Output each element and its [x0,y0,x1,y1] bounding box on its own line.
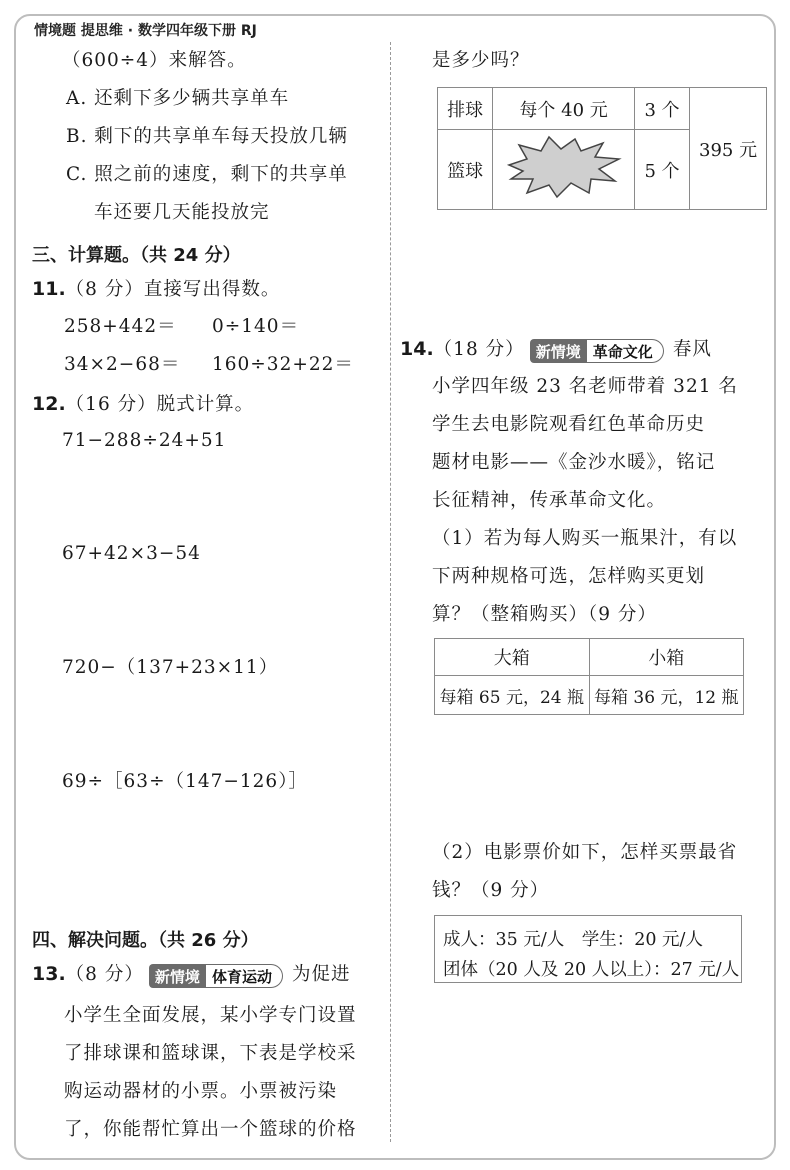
text-line: （600÷4）来解答。 [62,50,247,71]
ticket-price-box [434,915,742,983]
q14-part1: 下两种规格可选，怎样购买更划 [432,566,706,587]
q13-text-cont: 是多少吗？ [432,50,530,71]
badge-label: 新情境 [149,964,206,988]
section-3-title: 三、计算题。（共 24 分） [32,245,241,266]
q14-text: 小学四年级 23 名老师带着 321 名 [432,376,738,397]
q14-text: 题材电影——《金沙水暖》，铭记 [432,452,716,473]
q11-number: 11. [32,278,66,300]
q14-first-line [400,338,712,363]
step-expr: 71−288÷24+51 [62,430,227,451]
calc-expr: 0÷140＝ [212,316,300,337]
section-4-title: 四、解决问题。（共 26 分） [32,930,259,951]
q14-part2: 钱？（9 分） [432,880,550,901]
step-expr: 720−（137+23×11） [62,657,279,678]
q14-part2: （2）电影票价如下，怎样买票最省 [432,842,738,863]
option-c: C. 照之前的速度，剩下的共享单 [66,164,348,185]
juice-header: 小箱 [589,639,744,676]
juice-value: 每箱 36 元，12 瓶 [589,676,744,715]
q13-number: 13. [32,963,66,985]
q13-text: 了排球课和篮球课，下表是学校采 [64,1043,357,1064]
q11 [32,278,280,300]
q14-text: 长征精神，传承革命文化。 [432,490,667,511]
option-b: B. 剩下的共享单车每天投放几辆 [66,126,348,147]
q14-badge [530,339,664,363]
option-a: A. 还剩下多少辆共享单车 [66,88,290,109]
juice-header: 大箱 [435,639,590,676]
receipt-item: 排球 [438,88,493,130]
receipt-item: 篮球 [438,130,493,210]
receipt-qty: 3 个 [634,88,689,130]
q11-text: （8 分）直接写出得数。 [65,279,281,300]
receipt-table [437,87,767,210]
calc-expr: 160÷32+22＝ [212,354,354,375]
q14-number: 14. [400,338,434,360]
q12-text: （16 分）脱式计算。 [65,394,255,415]
calc-expr: 258+442＝ [64,316,177,337]
stain-icon [505,135,623,199]
q13-points: （8 分） [65,964,144,985]
option-c-cont: 车还要几天能投放完 [94,202,270,223]
ticket-price: 成人：35 元/人 学生：20 元/人 [443,930,703,950]
juice-value: 每箱 65 元，24 瓶 [435,676,590,715]
q14-part1: 算？（整箱购买）（9 分） [432,604,657,625]
badge-label: 新情境 [530,339,587,363]
page-header: 情境题 提思维 · 数学四年级下册 RJ [34,23,257,39]
q13-text: 了，你能帮忙算出一个篮球的价格 [64,1119,357,1140]
column-divider [390,42,391,1142]
receipt-qty: 5 个 [634,130,689,210]
q14-part1: （1）若为每人购买一瓶果汁，有以 [432,528,738,549]
q13-text: 购运动器材的小票。小票被污染 [64,1081,338,1102]
ticket-price: 团体（20 人及 20 人以上）：27 元/人 [443,960,740,980]
receipt-price: 每个 40 元 [493,88,635,130]
q13-text: 小学生全面发展，某小学专门设置 [64,1005,357,1026]
badge-topic: 革命文化 [587,339,664,363]
juice-table [434,638,744,715]
q13-first-line [32,963,351,988]
q13-text: 为促进 [292,964,351,985]
calc-expr: 34×2−68＝ [64,354,181,375]
step-expr: 69÷［63÷（147−126）］ [62,771,308,792]
step-expr: 67+42×3−54 [62,543,201,564]
q14-text: 春风 [672,339,712,360]
q14-text: 学生去电影院观看红色革命历史 [432,414,706,435]
receipt-total: 395 元 [690,88,767,210]
q12 [32,393,254,415]
badge-topic: 体育运动 [206,964,283,988]
q14-points: （18 分） [433,339,525,360]
q12-number: 12. [32,393,66,415]
q13-badge [149,964,283,988]
stain-cell [493,130,635,210]
